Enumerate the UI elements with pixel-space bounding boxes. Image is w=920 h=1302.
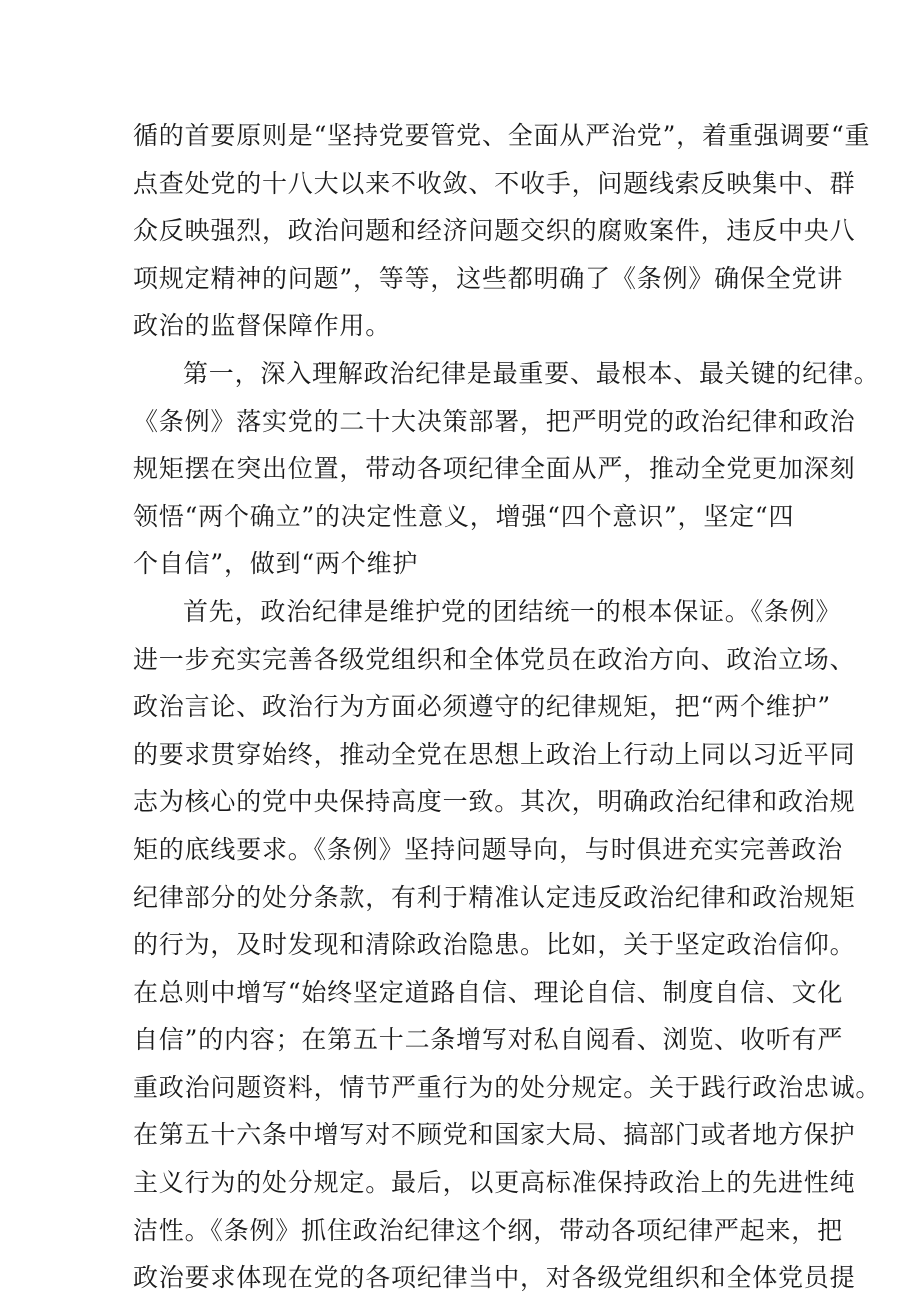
text-line: 进一步充实完善各级党组织和全体党员在政治方向、政治立场、 — [133, 644, 856, 674]
text-line: 的行为，及时发现和清除政治隐患。比如，关于坚定政治信仰。 — [133, 930, 856, 960]
text-line: 个自信”，做到“两个维护 — [133, 549, 419, 579]
text-line: 纪律部分的处分条款，有利于精准认定违反政治纪律和政治规矩 — [133, 882, 856, 912]
text-line: 的要求贯穿始终，推动全党在思想上政治上行动上同以习近平同 — [133, 739, 856, 769]
text-line: 政治要求体现在党的各项纪律当中，对各级党组织和全体党员提 — [133, 1263, 856, 1293]
text-line: 主义行为的处分规定。最后，以更高标准保持政治上的先进性纯 — [133, 1168, 856, 1198]
document-body-text — [133, 112, 882, 1302]
text-line: 政治的监督保障作用。 — [133, 311, 392, 341]
text-line: 政治言论、政治行为方面必须遵守的纪律规矩，把“两个维护” — [133, 692, 831, 722]
text-line: 自信”的内容；在第五十二条增写对私自阅看、浏览、收听有严 — [133, 1025, 844, 1055]
text-line: 众反映强烈，政治问题和经济问题交织的腐败案件，违反中央八 — [133, 216, 856, 246]
text-line: 在第五十六条中增写对不顾党和国家大局、搞部门或者地方保护 — [133, 1120, 856, 1150]
text-line: 在总则中增写“始终坚定道路自信、理论自信、制度自信、文化 — [133, 977, 844, 1007]
text-line: 重政治问题资料，情节严重行为的处分规定。关于践行政治忠诚。 — [133, 1072, 882, 1102]
text-line: 矩的底线要求。《条例》坚持问题导向，与时俱进充实完善政治 — [133, 834, 843, 864]
text-line: 项规定精神的问题”，等等，这些都明确了《条例》确保全党讲 — [133, 263, 844, 293]
text-line: 点查处党的十八大以来不收敛、不收手，问题线索反映集中、群 — [133, 168, 856, 198]
text-line: 规矩摆在突出位置，带动各项纪律全面从严，推动全党更加深刻 — [133, 454, 856, 484]
paragraph-first-line: 第一，深入理解政治纪律是最重要、最根本、最关键的纪律。 — [183, 358, 880, 388]
text-line: 领悟“两个确立”的决定性意义，增强“四个意识”，坚定“四 — [133, 501, 795, 531]
text-line: 志为核心的党中央保持高度一致。其次，明确政治纪律和政治规 — [133, 787, 856, 817]
text-line: 洁性。《条例》抓住政治纪律这个纲，带动各项纪律严起来，把 — [133, 1215, 843, 1245]
text-line: 循的首要原则是“坚持党要管党、全面从严治党”，着重强调要“重 — [133, 121, 871, 150]
paragraph-first-line: 首先，政治纪律是维护党的团结统一的根本保证。《条例》 — [183, 596, 842, 626]
text-line: 《条例》落实党的二十大决策部署，把严明党的政治纪律和政治 — [133, 406, 856, 436]
